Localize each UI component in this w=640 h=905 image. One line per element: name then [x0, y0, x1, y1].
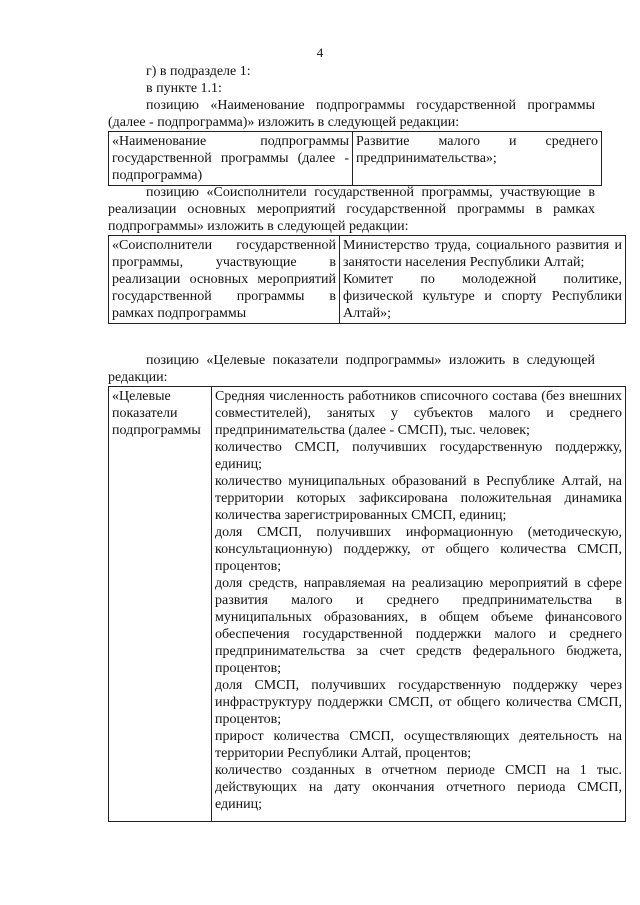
indicator-item: доля СМСП, получивших государственную поддержку через инфраструктуру поддержки СМСП, от общего количества СМСП, процентов;: [215, 678, 622, 727]
indicator-item: количество СМСП, получивших государственную поддержку, единиц;: [215, 440, 622, 472]
coexecutor-line: Министерство труда, социального развития и занятости населения Республики Алтай;: [343, 238, 622, 270]
point-heading: в пункте 1.1:: [146, 81, 222, 96]
target-indicators-table: [108, 386, 626, 822]
page-number: 4: [316, 45, 324, 60]
indicator-item: доля СМСП, получивших информационную (методическую, консультационную) поддержку, от общего количества СМСП, процентов;: [215, 525, 622, 574]
subprogram-name-table: [108, 131, 602, 186]
table-row: [109, 132, 602, 186]
table-cell-value: [212, 387, 626, 822]
indicator-item: количество муниципальных образований в Республике Алтай, на территории которых зафиксирована положительная динамика количества зарегистрированных СМСП, единиц;: [215, 474, 622, 523]
subsection-heading: г) в подразделе 1:: [146, 64, 251, 79]
indicator-item: Средняя численность работников списочного состава (без внешних совместителей), занятых у субъектов малого и среднего предпринимательства (далее - СМСП), тыс. человек;: [215, 389, 622, 438]
table-row: [109, 236, 626, 324]
table-row: [109, 387, 626, 822]
indicator-item: прирост количества СМСП, осуществляющих деятельность на территории Республики Алтай, процентов;: [215, 729, 622, 761]
table-cell-value: Развитие малого и среднего предпринимательства»;: [353, 132, 602, 186]
paragraph-name-position: позицию «Наименование подпрограммы государственной программы (далее - подпрограмма)» изложить в следующей редакции:: [108, 98, 595, 130]
table-cell-value: [340, 236, 626, 324]
coexecutors-table: [108, 235, 626, 324]
table-cell-label: «Целевые показатели подпрограммы: [109, 387, 212, 822]
paragraph-indicators-position: позицию «Целевые показатели подпрограммы» изложить в следующей редакции:: [108, 353, 595, 385]
coexecutor-line: Комитет по молодежной политике, физической культуре и спорту Республики Алтай»;: [343, 272, 622, 321]
table-cell-label: «Соисполнители государственной программы, участвующие в реализации основных мероприятий государственной программы в рамках подпрограммы: [109, 236, 340, 324]
table-cell-label: «Наименование подпрограммы государственной программы (далее - подпрограмма): [109, 132, 353, 186]
indicator-item: доля средств, направляемая на реализацию мероприятий в сфере развития малого и среднего предпринимательства в муниципальных образованиях, в общем объеме финансового обеспечения государственной поддержки малого и среднего предпринимательства за счет средств федерального бюджета, процентов;: [215, 576, 622, 676]
paragraph-coexecutors-position: позицию «Соисполнители государственной программы, участвующие в реализации основных мероприятий государственной программы в рамках подпрограммы» изложить в следующей редакции:: [108, 185, 595, 234]
indicator-item: количество созданных в отчетном периоде СМСП на 1 тыс. действующих на дату окончания отчетного периода СМСП, единиц;: [215, 763, 622, 812]
